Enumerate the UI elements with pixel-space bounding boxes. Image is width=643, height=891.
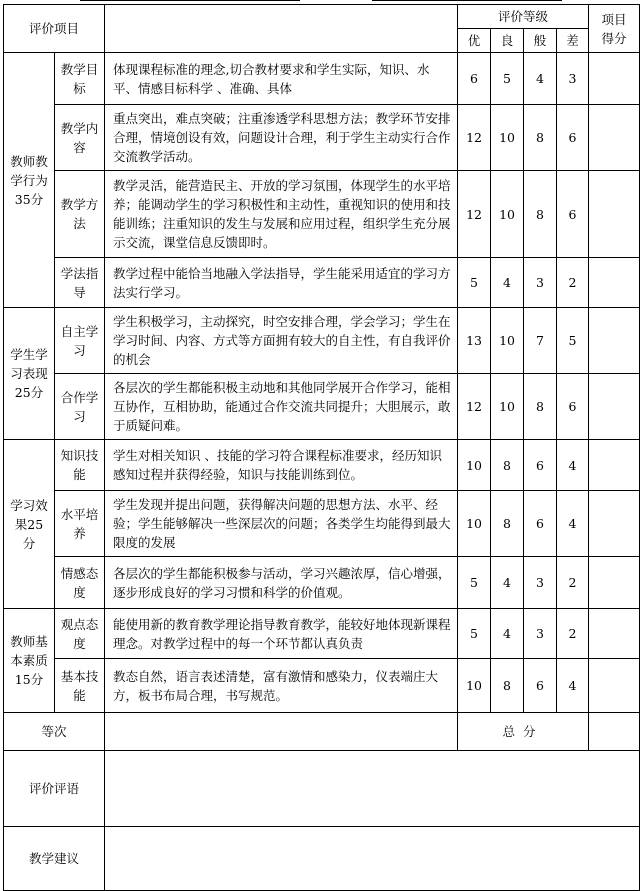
score-poor: 2 — [557, 557, 589, 609]
score-good: 8 — [491, 659, 524, 713]
score-average: 4 — [524, 53, 557, 105]
sub-item: 学法指导 — [55, 258, 105, 308]
score-good: 10 — [491, 308, 524, 374]
table-row — [4, 440, 640, 491]
criteria-text: 体现课程标准的理念,切合教材要求和学生实际，知识、水平、情感目标科学 、准确、具体 — [105, 53, 458, 105]
suggestion-label: 教学建议 — [4, 827, 105, 891]
score-average: 7 — [524, 308, 557, 374]
top-rule-left — [80, 0, 300, 1]
score-excellent: 5 — [458, 258, 491, 308]
score-excellent: 12 — [458, 105, 491, 171]
header-score-col: 项目得分 — [589, 5, 640, 53]
score-good: 8 — [491, 491, 524, 557]
score-poor: 4 — [557, 440, 589, 491]
score-poor: 5 — [557, 308, 589, 374]
score-poor: 3 — [557, 53, 589, 105]
score-excellent: 5 — [458, 609, 491, 659]
header-blank — [105, 5, 458, 53]
project-score-cell[interactable] — [589, 491, 640, 557]
sub-item: 合作学习 — [55, 374, 105, 440]
project-score-cell[interactable] — [589, 609, 640, 659]
score-good: 10 — [491, 105, 524, 171]
sub-item: 教学目标 — [55, 53, 105, 105]
table-row — [4, 258, 640, 308]
score-poor: 2 — [557, 258, 589, 308]
score-excellent: 10 — [458, 440, 491, 491]
table-row — [4, 171, 640, 258]
sub-item: 知识技能 — [55, 440, 105, 491]
score-poor: 2 — [557, 609, 589, 659]
category-name: 教师教学行为35分 — [4, 53, 55, 308]
score-poor: 6 — [557, 171, 589, 258]
table-row — [4, 609, 640, 659]
score-excellent: 12 — [458, 171, 491, 258]
sub-item: 教学方法 — [55, 171, 105, 258]
score-average: 8 — [524, 171, 557, 258]
table-row — [4, 53, 640, 105]
comment-label: 评价评语 — [4, 751, 105, 827]
grade-level-row — [4, 713, 640, 751]
project-score-cell[interactable] — [589, 557, 640, 609]
total-score-input[interactable] — [589, 713, 640, 751]
comment-input[interactable] — [105, 751, 640, 827]
score-average: 6 — [524, 440, 557, 491]
table-row — [4, 491, 640, 557]
score-excellent: 13 — [458, 308, 491, 374]
project-score-cell[interactable] — [589, 105, 640, 171]
score-average: 3 — [524, 557, 557, 609]
score-poor: 4 — [557, 659, 589, 713]
score-poor: 6 — [557, 105, 589, 171]
header-row-1 — [4, 5, 640, 29]
sub-item: 情感态度 — [55, 557, 105, 609]
criteria-text: 各层次的学生都能积极主动地和其他同学展开合作学习，能相互协作，互相协助，能通过合作交流共同提升；大胆展示，敢于质疑问难。 — [105, 374, 458, 440]
criteria-text: 能使用新的教育教学理论指导教育教学，能较好地体现新课程理念。对教学过程中的每一个环节都认真负责 — [105, 609, 458, 659]
score-excellent: 5 — [458, 557, 491, 609]
criteria-text: 学生积极学习，主动探究，时空安排合理，学会学习；学生在学习时间、内容、方式等方面拥有较大的自主性，有自我评价的机会 — [105, 308, 458, 374]
project-score-cell[interactable] — [589, 440, 640, 491]
table-row — [4, 374, 640, 440]
table-row — [4, 557, 640, 609]
score-poor: 4 — [557, 491, 589, 557]
grade-level-input[interactable] — [105, 713, 458, 751]
category-name: 教师基本素质15分 — [4, 609, 55, 713]
evaluation-table — [3, 4, 640, 891]
score-average: 8 — [524, 105, 557, 171]
suggestion-row — [4, 827, 640, 891]
grade-good: 良 — [491, 29, 524, 53]
table-row — [4, 308, 640, 374]
top-rule-right — [372, 0, 562, 1]
score-good: 10 — [491, 374, 524, 440]
project-score-cell[interactable] — [589, 53, 640, 105]
score-good: 8 — [491, 440, 524, 491]
score-average: 6 — [524, 659, 557, 713]
sub-item: 水平培养 — [55, 491, 105, 557]
criteria-text: 学生对相关知识 、技能的学习符合课程标准要求，经历知识感知过程并获得经验，知识与技能训练到位。 — [105, 440, 458, 491]
score-average: 8 — [524, 374, 557, 440]
project-score-cell[interactable] — [589, 258, 640, 308]
criteria-text: 教学灵活，能营造民主、开放的学习氛围，体现学生的水平培养；能调动学生的学习积极性和主动性，重视知识的使用和技能训练；注重知识的发生与发展和应用过程，组织学生充分展示交流，课堂信息反馈即时。 — [105, 171, 458, 258]
score-excellent: 10 — [458, 491, 491, 557]
score-average: 3 — [524, 258, 557, 308]
score-excellent: 10 — [458, 659, 491, 713]
criteria-text: 各层次的学生都能积极参与活动，学习兴趣浓厚，信心增强，逐步形成良好的学习习惯和科学的价值观。 — [105, 557, 458, 609]
header-grade-title: 评价等级 — [458, 5, 589, 29]
score-excellent: 6 — [458, 53, 491, 105]
grade-excellent: 优 — [458, 29, 491, 53]
score-good: 4 — [491, 609, 524, 659]
score-excellent: 12 — [458, 374, 491, 440]
table-row — [4, 659, 640, 713]
project-score-cell[interactable] — [589, 308, 640, 374]
score-good: 5 — [491, 53, 524, 105]
category-name: 学生学习表现25分 — [4, 308, 55, 440]
sub-item: 观点态度 — [55, 609, 105, 659]
sub-item: 自主学习 — [55, 308, 105, 374]
criteria-text: 教学过程中能恰当地融入学法指导，学生能采用适宜的学习方法实行学习。 — [105, 258, 458, 308]
sub-item: 基本技能 — [55, 659, 105, 713]
grade-poor: 差 — [557, 29, 589, 53]
score-average: 6 — [524, 491, 557, 557]
sub-item: 教学内容 — [55, 105, 105, 171]
project-score-cell[interactable] — [589, 659, 640, 713]
score-poor: 6 — [557, 374, 589, 440]
grade-level-label: 等次 — [4, 713, 105, 751]
suggestion-input[interactable] — [105, 827, 640, 891]
header-item: 评价项目 — [4, 5, 105, 53]
project-score-cell[interactable] — [589, 374, 640, 440]
criteria-text: 学生发现并提出问题，获得解决问题的思想方法、水平、经验；学生能够解决一些深层次的问题；各类学生均能得到最大限度的发展 — [105, 491, 458, 557]
category-name: 学习效果25分 — [4, 440, 55, 609]
comment-row — [4, 751, 640, 827]
criteria-text: 重点突出，难点突破；注重渗透学科思想方法；教学环节安排合理，情境创设有效，问题设计合理，利于学生主动实行合作交流教学活动。 — [105, 105, 458, 171]
score-average: 3 — [524, 609, 557, 659]
score-good: 4 — [491, 258, 524, 308]
table-row — [4, 105, 640, 171]
score-good: 10 — [491, 171, 524, 258]
project-score-cell[interactable] — [589, 171, 640, 258]
grade-average: 般 — [524, 29, 557, 53]
total-score-label: 总分 — [458, 713, 589, 751]
score-good: 4 — [491, 557, 524, 609]
criteria-text: 教态自然，语言表述清楚，富有激情和感染力，仪表端庄大方，板书布局合理，书写规范。 — [105, 659, 458, 713]
